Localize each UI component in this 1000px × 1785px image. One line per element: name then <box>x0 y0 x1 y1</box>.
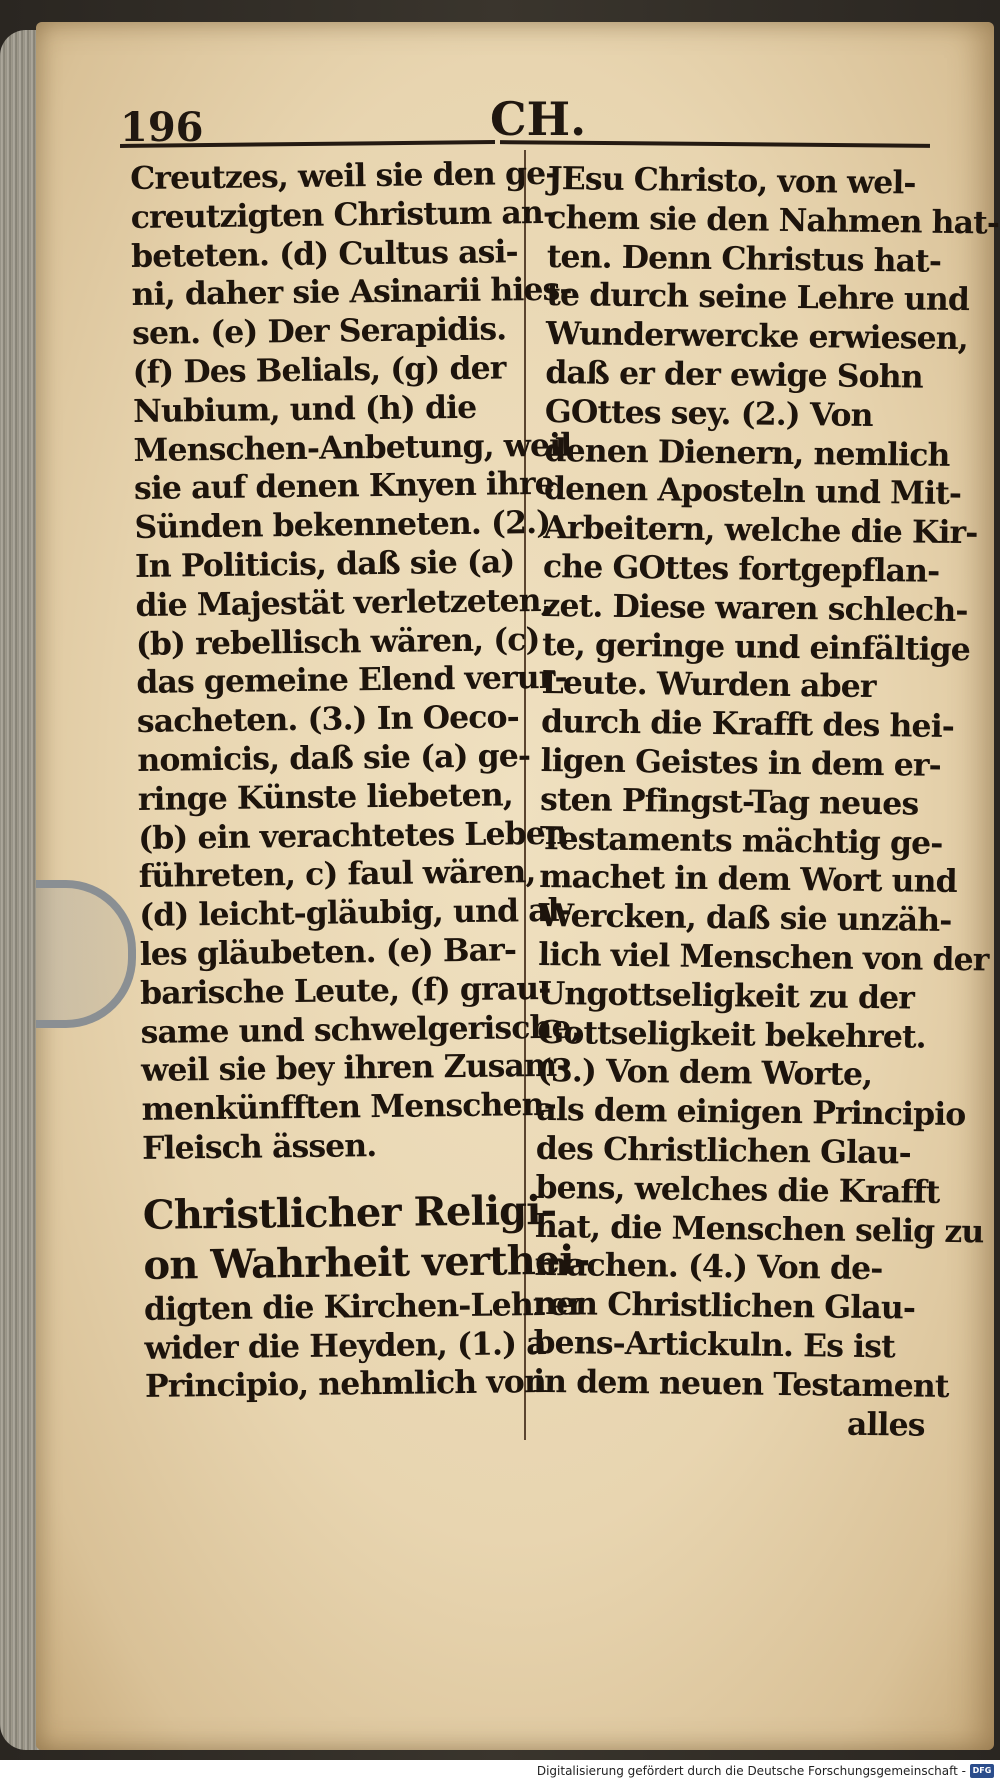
text-line: Menschen-Anbetung, weil <box>133 426 572 469</box>
text-line: Gottseligkeit bekehret. <box>537 1013 926 1056</box>
text-line: denen Dienern, nemlich <box>544 431 950 474</box>
text-line: (b) ein verachtetes Leben <box>138 814 568 857</box>
dfg-logo-icon: DFG <box>970 1764 994 1778</box>
text-line: Arbeitern, welche die Kir- <box>543 509 978 552</box>
text-line: menkünfften Menschen- <box>141 1085 557 1129</box>
text-line: beteten. (d) Cultus asi- <box>130 232 518 275</box>
text-line: JEsu Christo, von wel- <box>547 160 916 202</box>
text-line: nomicis, daß sie (a) ge- <box>137 737 531 779</box>
funding-credit: Digitalisierung gefördert durch die Deutsche Forschungsgemeinschaft - <box>536 1764 966 1778</box>
text-line: ringe Künste liebeten, <box>137 776 513 818</box>
text-line: bens-Artickuln. Es ist <box>533 1323 895 1366</box>
text-line: weil sie bey ihren Zusam- <box>140 1047 569 1090</box>
text-line: als dem einigen Principio <box>536 1091 966 1134</box>
text-line: chem sie den Nahmen hat- <box>547 198 1000 242</box>
text-line: Nubium, und (h) die <box>132 388 477 430</box>
text-line: (d) leicht-gläubig, und al- <box>139 891 572 935</box>
text-line: Sünden bekenneten. (2.) <box>134 504 551 547</box>
page-number: 196 <box>120 104 204 151</box>
text-line: ni, daher sie Asinarii hies- <box>131 271 572 314</box>
catchword: alles <box>846 1405 925 1444</box>
text-line: creutzigten Christum an- <box>130 193 556 236</box>
left-column <box>130 154 590 1407</box>
text-line: sie auf denen Knyen ihre <box>133 465 555 508</box>
text-line: GOttes sey. (2.) Von <box>544 392 873 434</box>
page-clip <box>36 880 136 1028</box>
digitization-footer <box>0 1760 1000 1785</box>
text-line: nen Christlichen Glau- <box>533 1285 916 1327</box>
text-line: In Politicis, daß sie (a) <box>134 543 515 585</box>
text-line: Leute. Wurden aber <box>541 664 876 706</box>
text-line: das gemeine Elend verur- <box>136 659 567 702</box>
section-heading-line: Christlicher Religi- <box>142 1186 557 1239</box>
text-line: bens, welches die Krafft <box>535 1168 940 1211</box>
text-line: (3.) Von dem Worte, <box>536 1052 873 1094</box>
text-line: sacheten. (3.) In Oeco- <box>136 698 520 741</box>
text-line: in dem neuen Testament <box>532 1362 949 1405</box>
section-heading-line: on Wahrheit verthei- <box>143 1236 590 1289</box>
text-line: te, geringe und einfältige <box>541 625 971 668</box>
text-line: sten Pfingst-Tag neues <box>539 780 919 823</box>
text-line: (b) rebellisch wären, (c) <box>135 620 540 663</box>
text-line: denen Aposteln und Mit- <box>543 470 962 513</box>
text-line: durch die Krafft des hei- <box>540 703 955 746</box>
text-line: (f) Des Belials, (g) der <box>132 349 506 391</box>
text-line: lich viel Menschen von der <box>538 935 989 979</box>
text-line: führeten, c) faul wären, <box>138 853 536 896</box>
text-line: Wercken, daß sie unzäh- <box>538 897 952 940</box>
text-line: che GOttes fortgepflan- <box>542 547 940 590</box>
text-line: Fleisch ässen. <box>141 1126 377 1167</box>
text-line: Testaments mächtig ge- <box>539 819 943 862</box>
text-line: ten. Denn Christus hat- <box>546 237 942 280</box>
text-line: Wunderwercke erwiesen, <box>545 315 969 358</box>
right-column <box>532 160 1000 1445</box>
text-line: wider die Heyden, (1.) a <box>144 1324 546 1367</box>
text-line: die Majestät verletzeten, <box>135 581 551 624</box>
text-line: des Christlichen Glau- <box>535 1129 912 1172</box>
text-line: digten die Kirchen-Lehrer <box>143 1285 584 1328</box>
text-line: les gläubeten. (e) Bar- <box>139 931 517 973</box>
text-line: machet in dem Wort und <box>539 858 957 901</box>
text-line: zet. Diese waren schlech- <box>542 586 968 629</box>
text-line: daß er der ewige Sohn <box>545 353 923 396</box>
text-line: sen. (e) Der Serapidis. <box>131 310 507 353</box>
text-line: Creutzes, weil sie den ge- <box>130 154 558 197</box>
text-line: Ungottseligkeit zu der <box>537 974 915 1017</box>
text-line: ligen Geistes in dem er- <box>540 741 941 784</box>
text-line: Principio, nehmlich von <box>144 1363 547 1406</box>
text-line: te durch seine Lehre und <box>546 276 970 319</box>
text-line: barische Leute, (f) grau- <box>139 969 551 1012</box>
text-line: same und schwelgerische, <box>140 1008 581 1051</box>
text-line: machen. (4.) Von de- <box>534 1246 883 1288</box>
running-head: CH. <box>490 92 587 146</box>
text-line: hat, die Menschen selig zu <box>534 1207 984 1250</box>
